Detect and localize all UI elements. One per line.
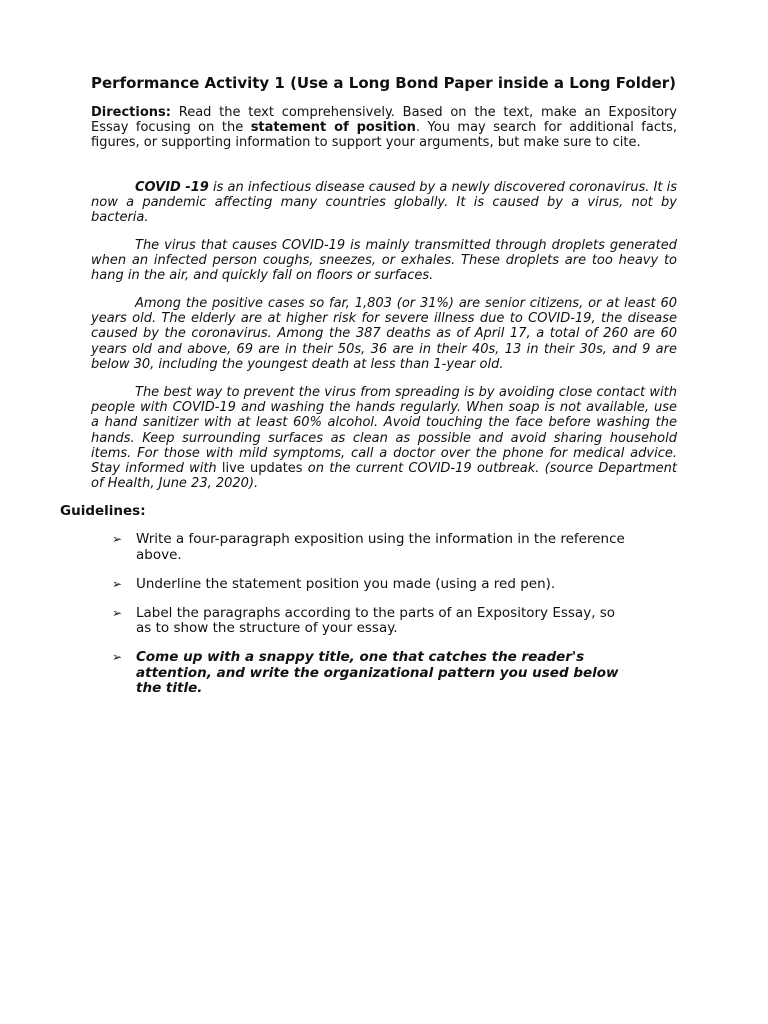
directions-text-before: Read the text comprehensively. Based on the text, make an Expository Essay focusing on the <box>91 105 677 136</box>
guidelines-heading: Guidelines: <box>60 503 146 519</box>
arrow-bullet-icon: ➢ <box>112 650 123 664</box>
paragraph-3-text: Among the positive cases so far, 1,803 (or 31%) are senior citizens, or at least 60 years old. The elderly are at higher risk for severe illness due to COVID-19, the disease caused by the coronavirus. Among the 387 deaths as of April 17, a total of 260 are 60 years old and above, 69 are in their 50s, 36 are in their 40s, 13 in their 30s, and 9 are below 30, including the youngest death at less than 1-year old. <box>91 296 677 372</box>
arrow-bullet-icon: ➢ <box>112 576 123 591</box>
live-updates-text: live updates <box>221 461 303 477</box>
guideline-item <box>112 606 632 637</box>
directions-text-after: . You may search for additional facts, figures, or supporting information to support your arguments, but make sure to cite. <box>91 120 677 151</box>
paragraph-1-text: is an infectious disease caused by a newly discovered coronavirus. It is now a pandemic affecting many countries globally. It is caused by a virus, not by bacteria. <box>91 180 677 226</box>
directions-paragraph <box>91 105 677 151</box>
guidelines-list <box>112 532 632 710</box>
guideline-item <box>112 650 632 697</box>
arrow-bullet-icon: ➢ <box>112 532 123 546</box>
guideline-item <box>112 532 632 563</box>
reading-paragraph-3 <box>91 296 677 372</box>
guideline-text: Underline the statement position you made (using a red pen). <box>136 575 556 592</box>
guideline-text: Come up with a snappy title, one that catches the reader's attention, and write the organizational pattern you used below the title. <box>136 649 619 696</box>
paragraph-4-text-a: The best way to prevent the virus from spreading is by avoiding close contact with people with COVID-19 and washing the hands regularly. When soap is not available, use a hand sanitizer with at least 60% alcohol. Avoid touching the face before washing the hands. Keep surrounding surfaces as clean as possible and avoid sharing household items. For those with mild symptoms, call a doctor over the phone for medical advice. Stay informed with <box>91 385 677 477</box>
guideline-item <box>112 577 632 593</box>
guideline-text: Write a four-paragraph exposition using the information in the reference above. <box>136 531 625 563</box>
arrow-bullet-icon: ➢ <box>112 605 123 620</box>
covid-term: COVID -19 <box>135 180 209 195</box>
reading-paragraph-4 <box>91 385 677 491</box>
guideline-text: Label the paragraphs according to the parts of an Expository Essay, so as to show the structure of your essay. <box>136 604 616 636</box>
directions-label: Directions: <box>91 105 171 120</box>
page-title: Performance Activity 1 (Use a Long Bond Paper inside a Long Folder) <box>91 74 677 92</box>
reading-paragraph-1 <box>91 180 677 226</box>
directions-emphasis: statement of position <box>250 120 416 136</box>
paragraph-4-text-b: on the current COVID-19 outbreak. (source Department of Health, June 23, 2020). <box>91 461 678 492</box>
reading-paragraph-2 <box>91 238 677 284</box>
paragraph-2-text: The virus that causes COVID-19 is mainly transmitted through droplets generated when an infected person coughs, sneezes, or exhales. These droplets are too heavy to hang in the air, and quickly fall on floors or surfaces. <box>91 238 677 284</box>
